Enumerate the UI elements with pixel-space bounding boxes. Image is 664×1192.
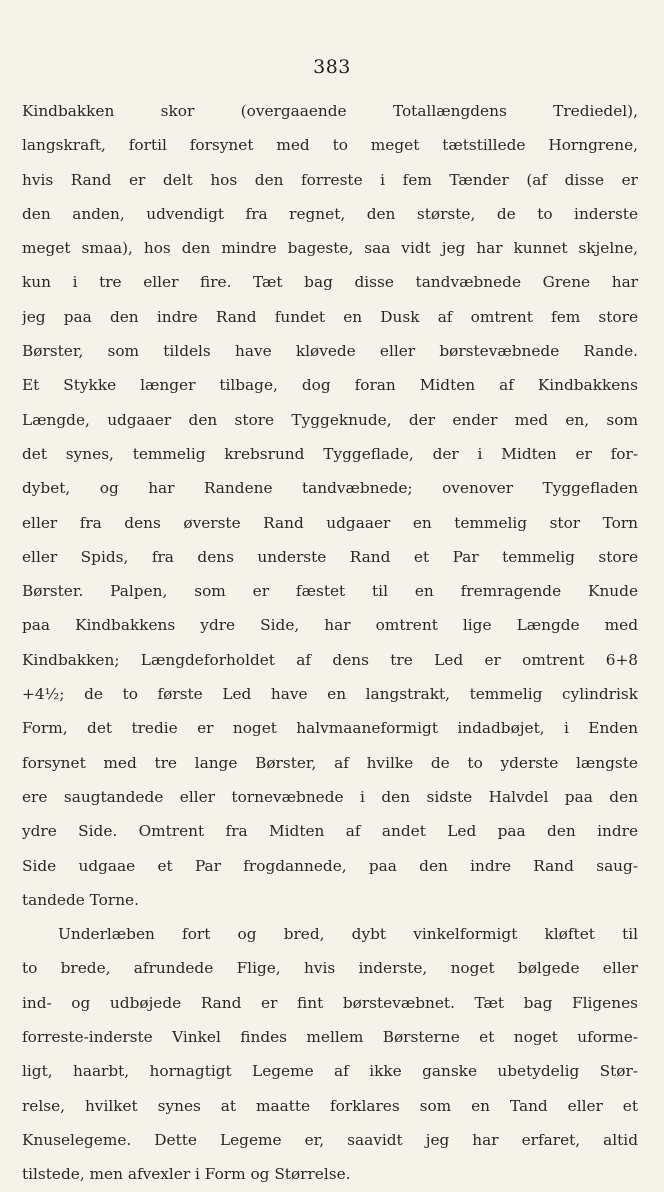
text-line: tandede Torne. [22,890,139,909]
text-line: kun i tre eller fire. Tæt bag disse tandvæbnede Grene har [22,273,638,292]
text-line: den anden, udvendigt fra regnet, den største, de to inderste [22,204,638,223]
text-line: paa Kindbakkens ydre Side, har omtrent lige Længde med [22,616,638,635]
text-line: Børster. Palpen, som er fæstet til en fremragende Knude [22,582,638,601]
text-line: relse, hvilket synes at maatte forklares som en Tand eller et [22,1096,638,1115]
text-line: ligt, haarbt, hornagtigt Legeme af ikke ganske ubetydelig Stør- [22,1062,638,1081]
text-line: to brede, afrundede Flige, hvis inderste, noget bølgede eller [22,959,638,978]
text-line: dybet, og har Randene tandvæbnede; ovenover Tyggefladen [22,479,638,498]
text-line: tilstede, men afvexler i Form og Størrelse. [22,1165,351,1184]
text-line: forreste-inderste Vinkel findes mellem Børsterne et noget uforme- [22,1028,638,1047]
text-line: ere saugtandede eller tornevæbnede i den sidste Halvdel paa den [22,787,638,806]
body-text [22,94,638,1192]
text-line: ind- og udbøjede Rand er fint børstevæbnet. Tæt bag Fligenes [22,993,638,1012]
text-line: Knuselegeme. Dette Legeme er, saavidt jeg har erfaret, altid [22,1130,638,1149]
text-line: Underlæben fort og bred, dybt vinkelformigt kløftet til [58,925,638,944]
text-line: eller fra dens øverste Rand udgaaer en temmelig stor Torn [22,513,638,532]
text-line: hvis Rand er delt hos den forreste i fem Tænder (af disse er [22,170,638,189]
text-line: ydre Side. Omtrent fra Midten af andet Led paa den indre [22,822,638,841]
text-line: langskraft, fortil forsynet med to meget tætstillede Horngrene, [22,136,638,155]
text-line: Længde, udgaaer den store Tyggeknude, der ender med en, som [22,410,638,429]
text-line: Børster, som tildels have kløvede eller børstevæbnede Rande. [22,342,638,361]
text-line: det synes, temmelig krebsrund Tyggeflade, der i Midten er for- [22,444,638,463]
text-line: jeg paa den indre Rand fundet en Dusk af omtrent fem store [22,307,638,326]
text-line: Kindbakken skor (overgaaende Totallængdens Trediedel), [22,102,638,120]
text-line: eller Spids, fra dens underste Rand et Par temmelig store [22,547,638,566]
text-line: meget smaa), hos den mindre bageste, saa vidt jeg har kunnet skjelne, [22,239,638,258]
text-line: Kindbakken; Længdeforholdet af dens tre Led er omtrent 6+8 [22,650,638,669]
text-line: Form, det tredie er noget halvmaaneformigt indadbøjet, i Enden [22,719,638,738]
text-line: Side udgaae et Par frogdannede, paa den indre Rand saug- [22,856,638,875]
page-number: 383 [313,56,351,78]
text-line: forsynet med tre lange Børster, af hvilke de to yderste længste [22,753,638,772]
text-line: Et Stykke længer tilbage, dog foran Midten af Kindbakkens [22,376,638,395]
text-line: +4½; de to første Led have en langstrakt, temmelig cylindrisk [22,685,638,704]
